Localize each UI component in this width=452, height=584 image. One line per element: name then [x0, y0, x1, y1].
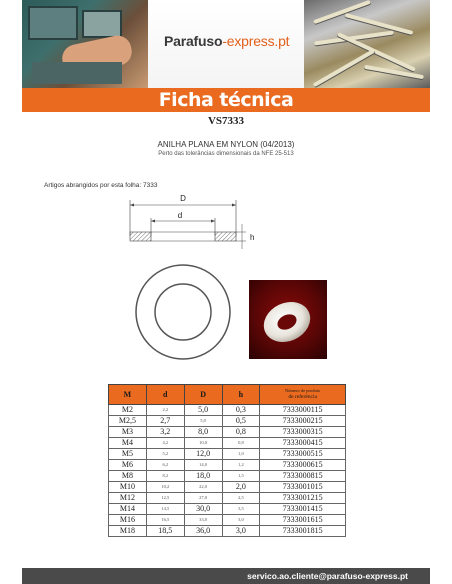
- brand-logo[interactable]: [164, 33, 289, 49]
- cell-m: M12: [109, 493, 147, 504]
- cell-m: M4: [109, 438, 147, 449]
- dimension-label-inner: d: [177, 211, 183, 220]
- column-header-D: D: [184, 385, 222, 405]
- cell-d: 16,5: [146, 515, 184, 526]
- cell-D: 33,0: [184, 515, 222, 526]
- table-row: [109, 460, 346, 471]
- tolerance-note: Perto das tolerâncias dimensionais da NFE 25-513: [158, 151, 294, 157]
- cell-D: 8,0: [184, 427, 222, 438]
- cell-reference: 7333001415: [260, 504, 346, 515]
- cell-reference: 7333000515: [260, 449, 346, 460]
- cell-h: 3,0: [222, 515, 260, 526]
- cell-h: 2,5: [222, 493, 260, 504]
- cell-d: 12,5: [146, 493, 184, 504]
- cell-reference: 7333000415: [260, 438, 346, 449]
- cell-m: M3: [109, 427, 147, 438]
- cell-reference: 7333001815: [260, 526, 346, 537]
- cell-h: 0,5: [222, 416, 260, 427]
- screws-photo: [304, 0, 430, 88]
- cell-d: 10,2: [146, 482, 184, 493]
- table-row: [109, 438, 346, 449]
- cell-h: 0,3: [222, 405, 260, 416]
- cell-m: M6: [109, 460, 147, 471]
- column-header-reference: [260, 385, 346, 405]
- dimension-label-outer: D: [180, 194, 186, 203]
- table-row: [109, 416, 346, 427]
- column-header-h: h: [222, 385, 260, 405]
- cell-D: 30,0: [184, 504, 222, 515]
- table-row: [109, 504, 346, 515]
- washer-technical-drawing: [120, 190, 260, 360]
- table-row: [109, 515, 346, 526]
- cell-d: 2,7: [146, 416, 184, 427]
- cell-d: 6,2: [146, 460, 184, 471]
- table-body: [109, 405, 346, 537]
- footer-bar: [22, 568, 430, 584]
- logo-text-suffix: -express.pt: [222, 33, 290, 49]
- cell-m: M2,5: [109, 416, 147, 427]
- reference-header-line2: de referência: [288, 393, 317, 400]
- title-bar: [22, 88, 430, 112]
- page-title: Ficha técnica: [158, 89, 294, 111]
- cell-m: M10: [109, 482, 147, 493]
- cell-reference: 7333000315: [260, 427, 346, 438]
- cell-d: 18,5: [146, 526, 184, 537]
- articles-line: Artigos abrangidos por esta folha: 7333: [44, 182, 158, 189]
- table-row: [109, 405, 346, 416]
- table-row: [109, 526, 346, 537]
- table-row: [109, 493, 346, 504]
- cell-D: 5,0: [184, 416, 222, 427]
- cell-h: 0,8: [222, 427, 260, 438]
- cell-D: 27,0: [184, 493, 222, 504]
- reference-header-line1: Número de produto: [285, 388, 321, 393]
- cell-d: 4,2: [146, 438, 184, 449]
- logo-text-main: Parafuso: [164, 33, 223, 49]
- table-header-row: [109, 385, 346, 405]
- cell-D: 5,0: [184, 405, 222, 416]
- cell-reference: 7333001615: [260, 515, 346, 526]
- cell-D: 10,0: [184, 438, 222, 449]
- cell-h: 1,2: [222, 460, 260, 471]
- table-row: [109, 471, 346, 482]
- cell-m: M2: [109, 405, 147, 416]
- footer-email-link[interactable]: servico.ao.cliente@parafuso-express.pt: [247, 571, 408, 581]
- cell-h: 1,0: [222, 449, 260, 460]
- cell-h: 3,5: [222, 504, 260, 515]
- cell-d: 3,2: [146, 427, 184, 438]
- cell-m: M8: [109, 471, 147, 482]
- table-row: [109, 427, 346, 438]
- column-header-m: M: [109, 385, 147, 405]
- product-code: VS7333: [207, 115, 245, 127]
- cell-reference: 7333000815: [260, 471, 346, 482]
- cell-m: M16: [109, 515, 147, 526]
- cell-d: 8,2: [146, 471, 184, 482]
- cell-m: M14: [109, 504, 147, 515]
- column-header-d: d: [146, 385, 184, 405]
- cell-m: M18: [109, 526, 147, 537]
- cell-m: M5: [109, 449, 147, 460]
- cell-h: 0,8: [222, 438, 260, 449]
- cell-reference: 7333001215: [260, 493, 346, 504]
- cell-d: 14,5: [146, 504, 184, 515]
- cell-h: 3,0: [222, 526, 260, 537]
- cell-D: 14,0: [184, 460, 222, 471]
- product-name: ANILHA PLANA EM NYLON (04/2013): [157, 140, 295, 149]
- cell-reference: 7333000615: [260, 460, 346, 471]
- washer-photo: [249, 280, 327, 359]
- dimension-label-height: h: [250, 233, 255, 242]
- workshop-photo: [22, 0, 148, 88]
- cell-reference: 7333001015: [260, 482, 346, 493]
- cell-reference: 7333000215: [260, 416, 346, 427]
- cell-d: 5,2: [146, 449, 184, 460]
- cell-D: 12,0: [184, 449, 222, 460]
- cell-D: 36,0: [184, 526, 222, 537]
- table-row: [109, 449, 346, 460]
- dimensions-table: [108, 384, 346, 537]
- cell-D: 18,0: [184, 471, 222, 482]
- cell-reference: 7333000115: [260, 405, 346, 416]
- cell-D: 22,0: [184, 482, 222, 493]
- cell-d: 2,2: [146, 405, 184, 416]
- cell-h: 1,5: [222, 471, 260, 482]
- table-row: [109, 482, 346, 493]
- cell-h: 2,0: [222, 482, 260, 493]
